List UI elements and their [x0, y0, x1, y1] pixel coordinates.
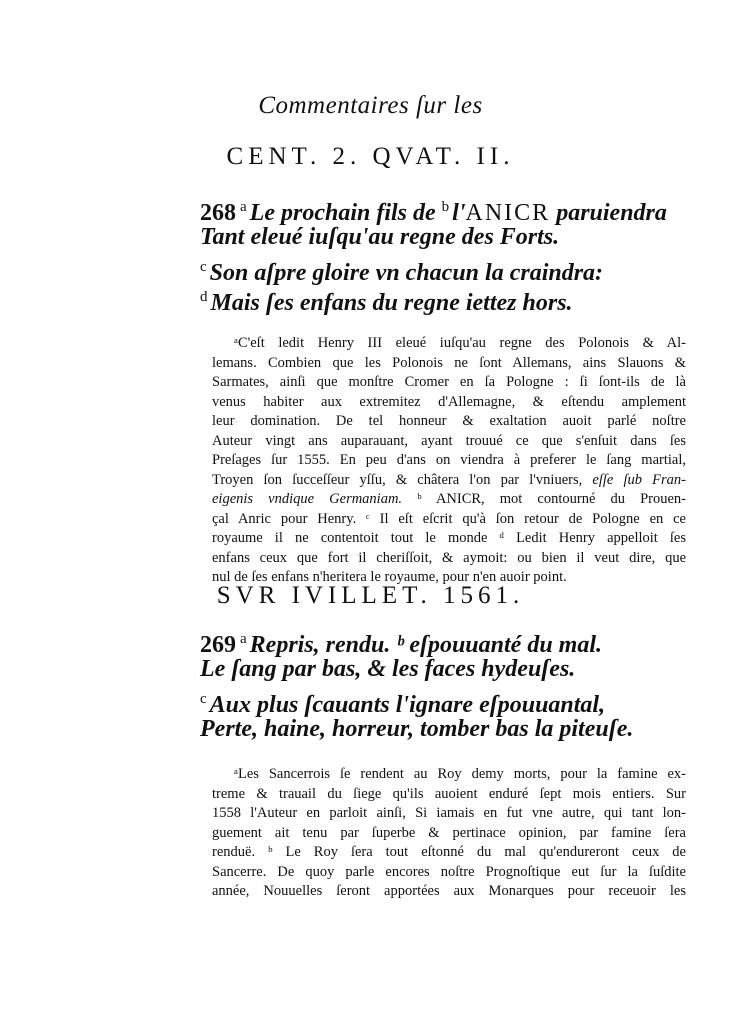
commentary-line	[212, 471, 686, 491]
verse-text: Repris, rendu. ᵇ eſpouuanté du mal.	[249, 632, 603, 658]
commentary-268	[212, 334, 686, 588]
quatrain-268	[200, 192, 700, 316]
verse-text: Perte, haine, horreur, tomber bas la piteuſe.	[200, 716, 634, 742]
section-heading-centurie: CENT. 2. QVAT. II.	[226, 143, 515, 170]
commentary-line: année, Nouuelles ſeront apportées aux Monarques pour receuoir les	[212, 883, 686, 899]
commentary-269	[212, 765, 686, 902]
commentary-line: leur domination. De tel honneur & exaltation auoit parlé noſtre	[212, 413, 686, 429]
commentary-text: Troyen ſon ſucceſſeur yſſu, & châtera l'on par l'vniuers,	[212, 471, 583, 488]
commentary-line: ᵃC'eſt ledit Henry III eleué iuſqu'au regne des Polonois & Al-	[234, 335, 686, 351]
note-mark: b	[441, 199, 450, 215]
commentary-line: Preſages ſur 1555. En peu d'ans on viendra à preferer le ſang martial,	[212, 452, 686, 468]
commentary-line: ᵃLes Sancerrois ſe rendent au Roy demy morts, pour la famine ex-	[234, 766, 686, 782]
note-mark: c	[200, 259, 207, 275]
verse-line	[200, 252, 700, 286]
note-mark: a	[240, 631, 247, 647]
commentary-line: Sancerre. De quoy parle encores noſtre Prognoſtique eut ſur la ſuſdite	[212, 863, 686, 880]
verse-text: Mais ſes enfans du regne iettez hors.	[210, 290, 573, 316]
commentary-line: treme & trauail du ſiege qu'ils auoient enduré ſept mois entiers. Sur	[212, 785, 686, 802]
verse-text: l'	[452, 200, 466, 226]
note-mark: a	[240, 199, 247, 215]
commentary-line: guement ait tenu par ſuperbe & pertinace opinion, par famine ſera	[212, 824, 686, 841]
commentary-line: lemans. Combien que les Polonois ne ſont Allemans, ains Slauons &	[212, 354, 686, 371]
commentary-line: Auteur vingt ans auparauant, ayant trouué ce que s'enſuit dans ſes	[212, 432, 686, 449]
commentary-line: Sarmates, ainſi que monſtre Cromer en ſa Pologne : ſi ſont-ils de là	[212, 374, 686, 390]
verse-line	[200, 282, 700, 316]
section-heading-date: SVR IVILLET. 1561.	[216, 582, 525, 609]
verse-line	[200, 714, 700, 744]
verse-line	[200, 192, 700, 226]
latin-phrase: eſſe ſub Fran-	[592, 471, 686, 488]
commentary-line: nul de ſes enfans n'heritera le royaume, pour n'en auoir point.	[212, 569, 567, 585]
verse-line	[200, 624, 700, 658]
verse-text: Tant eleué iuſqu'au regne des Forts.	[200, 224, 560, 250]
verse-text: Le prochain fils de	[249, 200, 442, 226]
commentary-line	[212, 490, 686, 510]
verse-text: Son aſpre gloire vn chacun la craindra:	[209, 260, 604, 286]
quatrain-number: 269	[200, 632, 236, 658]
quatrain-number: 268	[200, 200, 236, 226]
commentary-line: çal Anric pour Henry. ᶜ Il eſt eſcrit qu'à ſon retour de Pologne en ce	[212, 510, 686, 527]
anagram-word: ANICR	[465, 200, 551, 226]
commentary-line: royaume il ne contentoit tout le monde ᵈ Ledit Henry appelloit ſes	[212, 530, 686, 546]
quatrain-269	[200, 624, 700, 744]
verse-text: paruiendra	[550, 200, 667, 226]
commentary-line: venus habiter aux extremitez d'Allemagne, & eſtendu amplement	[212, 393, 686, 410]
note-mark: d	[200, 289, 208, 305]
verse-text: Aux plus ſcauants l'ignare eſpouuantal,	[209, 692, 606, 718]
latin-phrase: eigenis vndique Germaniam.	[212, 491, 403, 507]
commentary-line: renduë. ᵇ Le Roy ſera tout eſtonné du mal qu'endureront ceux de	[212, 844, 686, 860]
verse-text: Le ſang par bas, & les faces hydeuſes.	[200, 656, 576, 682]
commentary-line: enfans ceux que fort il cheriſſoit, & aymoit: ou bien il veut dire, que	[212, 549, 686, 566]
verse-line	[200, 684, 700, 718]
verse-line	[200, 222, 700, 252]
note-mark: c	[200, 691, 207, 707]
running-head: Commentaires ſur les	[258, 92, 483, 119]
commentary-line: 1558 l'Auteur en parloit ainſi, Si iamais en fut vne autre, qui tant lon-	[212, 805, 686, 821]
verse-line	[200, 654, 700, 684]
commentary-text: ᵇ ANICR, mot contourné du Prouen-	[417, 491, 686, 507]
